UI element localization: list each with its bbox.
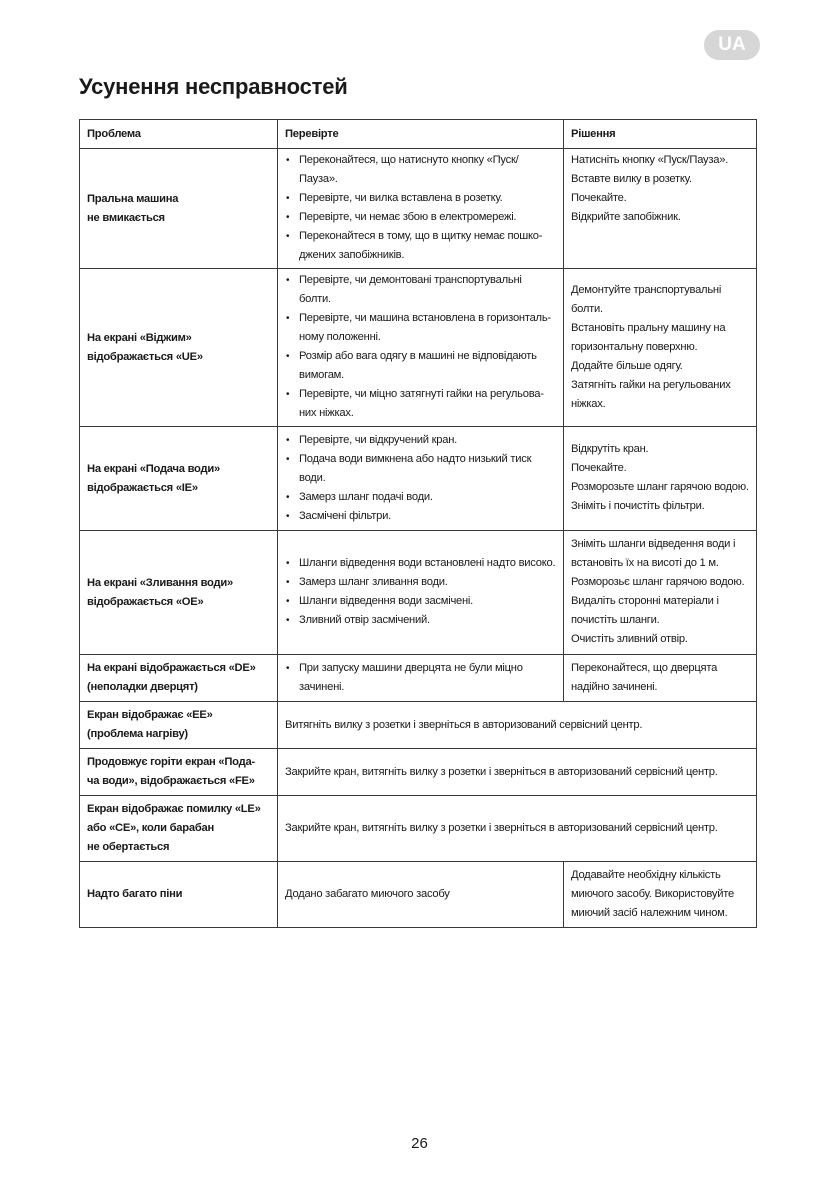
list-item: • Засмічені фільтри.: [285, 507, 556, 526]
action-cell: Закрийте кран, витягніть вилку з розетки і зверніться в авторизований сервісний центр.: [278, 749, 757, 796]
problem-cell: Надто багато піни: [80, 862, 278, 928]
page-number: 26: [411, 1135, 428, 1152]
solution-cell: Демонтуйте транспортувальні болти. Встановіть пральну машину на горизонтальну поверхню. Додайте більше одягу. Затягніть гайки на регульованих ніжках.: [564, 269, 757, 427]
list-item: • Подача води вимкнена або надто низький тиск води.: [285, 450, 556, 488]
problem-cell: Екран відображає «EE» (проблема нагріву): [80, 702, 278, 749]
problem-cell: На екрані «Віджим» відображається «UE»: [80, 269, 278, 427]
solution-cell: Відкрутіть кран. Почекайте. Розморозьте шланг гарячою водою. Зніміть і почистіть фільтри.: [564, 427, 757, 531]
list-item: • При запуску машини дверцята не були міцно зачинені.: [285, 659, 556, 697]
list-item: • Зливний отвір засмічений.: [285, 611, 556, 630]
list-item: • Перевірте, чи демонтовані транспортувальні болти.: [285, 271, 556, 309]
problem-cell: На екрані відображається «DE» (неполадки дверцят): [80, 655, 278, 702]
header-check: Перевірте: [278, 120, 564, 149]
list-item: • Замерз шланг зливання води.: [285, 573, 556, 592]
list-item: • Переконайтеся в тому, що в щитку немає пошкоджених запобіжників.: [285, 227, 556, 265]
check-cell: [278, 531, 564, 655]
list-item: • Перевірте, чи відкручений кран.: [285, 431, 556, 450]
solution-cell: Зніміть шланги відведення води і встановіть їх на висоті до 1 м. Розморозьє шланг гарячою водою. Видаліть сторонні матеріали і почистіть шланги. Очистіть зливний отвір.: [564, 531, 757, 655]
list-item: • Перевірте, чи вилка вставлена в розетку.: [285, 189, 556, 208]
troubleshooting-table: [79, 119, 757, 928]
problem-cell: На екрані «Подача води» відображається «IE»: [80, 427, 278, 531]
problem-cell: На екрані «Зливання води» відображається «OE»: [80, 531, 278, 655]
check-cell: Додано забагато миючого засобу: [278, 862, 564, 928]
problem-cell: Пральна машина не вмикається: [80, 149, 278, 269]
table-row: [80, 427, 757, 531]
table-row: [80, 749, 757, 796]
problem-cell: Екран відображає помилку «LE» або «CE», коли барабан не обертається: [80, 796, 278, 862]
check-cell: [278, 427, 564, 531]
check-cell: [278, 149, 564, 269]
check-cell: [278, 655, 564, 702]
action-cell: Витягніть вилку з розетки і зверніться в авторизований сервісний центр.: [278, 702, 757, 749]
table-header-row: [80, 120, 757, 149]
list-item: • Замерз шланг подачі води.: [285, 488, 556, 507]
table-row: [80, 269, 757, 427]
page-title: Усунення несправностей: [79, 74, 348, 99]
table-row: [80, 702, 757, 749]
list-item: • Шланги відведення води встановлені надто високо.: [285, 554, 556, 573]
solution-cell: Переконайтеся, що дверцята надійно зачинені.: [564, 655, 757, 702]
problem-cell: Продовжує горіти екран «Пода- ча води», відображається «FE»: [80, 749, 278, 796]
list-item: • Переконайтеся, що натиснуто кнопку «Пуск/Пауза».: [285, 151, 556, 189]
table-row: [80, 796, 757, 862]
table-row: [80, 149, 757, 269]
language-badge: UA: [704, 30, 760, 60]
table-row: [80, 655, 757, 702]
list-item: • Перевірте, чи машина встановлена в горизонтальному положенні.: [285, 309, 556, 347]
solution-cell: Додавайте необхідну кількість миючого засобу. Використовуйте миючий засіб належним чином.: [564, 862, 757, 928]
table-row: [80, 862, 757, 928]
solution-cell: Натисніть кнопку «Пуск/Пауза». Вставте вилку в розетку. Почекайте. Відкрийте запобіжник.: [564, 149, 757, 269]
table-row: [80, 531, 757, 655]
check-cell: [278, 269, 564, 427]
list-item: • Перевірте, чи міцно затягнуті гайки на регульованих ніжках.: [285, 385, 556, 423]
list-item: • Перевірте, чи немає збою в електромережі.: [285, 208, 556, 227]
header-solution: Рішення: [564, 120, 757, 149]
action-cell: Закрийте кран, витягніть вилку з розетки і зверніться в авторизований сервісний центр.: [278, 796, 757, 862]
list-item: • Розмір або вага одягу в машині не відповідають вимогам.: [285, 347, 556, 385]
list-item: • Шланги відведення води засмічені.: [285, 592, 556, 611]
header-problem: Проблема: [80, 120, 278, 149]
